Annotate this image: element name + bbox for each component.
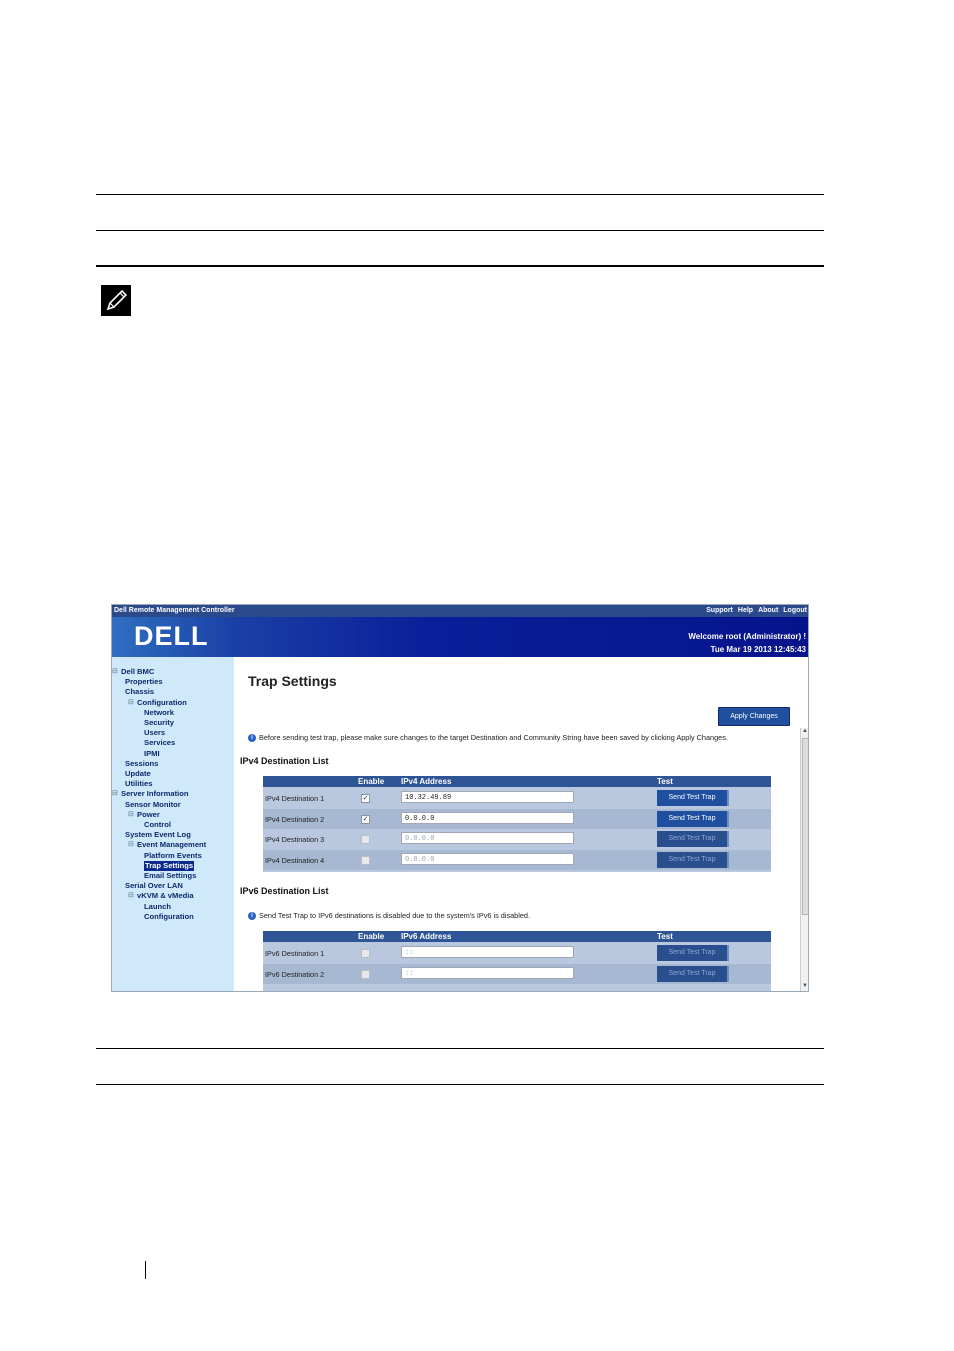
ipv4-table (263, 776, 771, 872)
destination-label: IPv6 Destination 2 (265, 969, 325, 979)
ipv4-row (263, 788, 771, 808)
sidebar-item-network[interactable]: Network (144, 707, 174, 717)
welcome-block (688, 630, 806, 656)
col-enable: Enable (358, 932, 385, 941)
enable-checkbox[interactable] (361, 970, 370, 979)
sidebar-item-security[interactable]: Security (144, 718, 174, 727)
send-test-trap-button[interactable]: Send Test Trap (657, 811, 729, 827)
rule-top-3 (96, 265, 824, 267)
ipv4-info-text: Before sending test trap, please make sure changes to the target Destination and Community String have been saved by clicking Apply Changes. (259, 733, 728, 742)
note-pencil-icon (101, 285, 131, 316)
expand-toggle-icon[interactable]: ⊟ (112, 668, 118, 675)
about-link[interactable]: About (758, 607, 779, 614)
apply-changes-button[interactable]: Apply Changes (718, 707, 790, 726)
enable-checkbox[interactable] (361, 949, 370, 958)
destination-label: IPv6 Destination 1 (265, 949, 325, 958)
info-icon: i (248, 912, 256, 920)
expand-toggle-icon[interactable]: ⊟ (128, 698, 134, 706)
sidebar-item-vkvm-vmedia[interactable]: vKVM & vMedia (137, 891, 194, 901)
scroll-thumb[interactable] (802, 738, 809, 915)
top-links (706, 605, 807, 617)
ipv6-section-title: IPv6 Destination List (240, 886, 329, 896)
logout-link[interactable]: Logout (783, 607, 807, 614)
sidebar-item-server-information[interactable]: Server Information (121, 789, 189, 799)
help-link[interactable]: Help (737, 607, 754, 614)
address-input[interactable]: :: (401, 967, 574, 979)
scroll-up-icon[interactable]: ▲ (802, 728, 808, 734)
expand-toggle-icon[interactable]: ⊟ (128, 892, 134, 900)
enable-checkbox[interactable] (361, 835, 370, 844)
expand-toggle-icon[interactable]: ⊟ (128, 841, 134, 849)
sidebar-item-email-settings[interactable]: Email Settings (144, 871, 197, 880)
col-test: Test (657, 777, 673, 786)
sidebar-item-sensor-monitor[interactable]: Sensor Monitor (125, 799, 181, 809)
sidebar-item-users[interactable]: Users (144, 728, 166, 738)
sidebar-item-system-event-log[interactable]: System Event Log (125, 830, 191, 840)
ipv6-info-text: Send Test Trap to IPv6 destinations is disabled due to the system's IPv6 is disabled. (259, 911, 530, 920)
ipv6-row (263, 964, 771, 984)
scroll-down-icon[interactable]: ▼ (802, 983, 808, 989)
expand-toggle-icon[interactable]: ⊟ (128, 810, 134, 818)
sidebar-item-services[interactable]: Services (144, 738, 176, 748)
sidebar-item-properties[interactable]: Properties (125, 677, 163, 687)
sidebar-item-chassis[interactable]: Chassis (125, 687, 155, 697)
sidebar-item-configuration[interactable]: Configuration (137, 697, 187, 707)
support-link[interactable]: Support (706, 607, 733, 614)
sidebar-item-platform-events[interactable]: Platform Events (144, 850, 202, 860)
welcome-text: Welcome root (Administrator) ! (688, 632, 806, 641)
sidebar-item-sessions[interactable]: Sessions (125, 758, 159, 768)
rule-bottom-1 (96, 1048, 824, 1049)
ipv4-row (263, 829, 771, 849)
send-test-trap-button[interactable]: Send Test Trap (657, 790, 729, 806)
send-test-trap-button[interactable]: Send Test Trap (657, 831, 729, 847)
datetime: Tue Mar 19 2013 12:45:43 (710, 645, 806, 654)
ipv4-info (248, 733, 728, 742)
sidebar-item-launch[interactable]: Launch (144, 901, 172, 911)
page-marker (145, 1261, 146, 1279)
address-input[interactable]: 10.32.49.89 (401, 791, 574, 803)
ipv4-table-header (263, 776, 771, 787)
sidebar-item-configuration[interactable]: Configuration (144, 911, 194, 921)
ipv6-table-header (263, 931, 771, 942)
sidebar-item-power[interactable]: Power (137, 809, 160, 819)
bmc-screenshot (111, 604, 809, 992)
col-test: Test (657, 932, 673, 941)
send-test-trap-button[interactable]: Send Test Trap (657, 945, 729, 961)
app-title: Dell Remote Management Controller (114, 607, 235, 614)
address-input[interactable]: 0.0.0.0 (401, 832, 574, 844)
enable-checkbox[interactable]: ✓ (362, 795, 369, 802)
address-input[interactable]: :: (401, 946, 574, 958)
sidebar (112, 657, 234, 992)
sidebar-item-ipmi[interactable]: IPMI (144, 748, 160, 758)
expand-toggle-icon[interactable]: ⊟ (112, 790, 118, 798)
enable-checkbox[interactable] (361, 856, 370, 865)
info-icon: i (248, 734, 256, 742)
ipv4-row (263, 809, 771, 829)
send-test-trap-button[interactable]: Send Test Trap (657, 966, 729, 982)
col-address: IPv6 Address (401, 932, 452, 941)
ipv6-table (263, 931, 771, 992)
ipv4-row (263, 850, 771, 870)
page-title: Trap Settings (248, 673, 337, 689)
rule-top-1 (96, 194, 824, 195)
ipv6-row (263, 943, 771, 963)
enable-checkbox[interactable]: ✓ (362, 815, 369, 823)
scrollbar[interactable] (800, 728, 809, 992)
rule-top-2 (96, 230, 824, 231)
col-address: IPv4 Address (401, 777, 452, 786)
dell-logo: DELL (134, 621, 209, 651)
send-test-trap-button[interactable]: Send Test Trap (657, 852, 729, 868)
destination-label: IPv4 Destination 4 (265, 855, 325, 865)
destination-label: IPv4 Destination 1 (265, 794, 325, 803)
address-input[interactable]: 0.0.0.0 (401, 853, 574, 865)
col-enable: Enable (358, 777, 385, 786)
rule-bottom-2 (96, 1084, 824, 1085)
destination-label: IPv4 Destination 3 (265, 835, 325, 844)
sidebar-item-event-management[interactable]: Event Management (137, 840, 207, 850)
sidebar-item-serial-over-lan[interactable]: Serial Over LAN (125, 881, 183, 891)
sidebar-item-trap-settings[interactable]: Trap Settings (145, 860, 194, 870)
ipv6-info (248, 911, 530, 920)
destination-label: IPv4 Destination 2 (265, 814, 325, 824)
sidebar-item-control[interactable]: Control (144, 820, 171, 829)
top-bar (112, 605, 809, 617)
main-content (234, 657, 809, 992)
sidebar-item-update[interactable]: Update (125, 769, 151, 778)
address-input[interactable]: 0.0.0.0 (401, 812, 574, 824)
sidebar-item-dell-bmc[interactable]: Dell BMC (121, 667, 155, 676)
ipv4-section-title: IPv4 Destination List (240, 756, 329, 766)
banner (112, 617, 809, 657)
sidebar-item-utilities[interactable]: Utilities (125, 779, 153, 789)
